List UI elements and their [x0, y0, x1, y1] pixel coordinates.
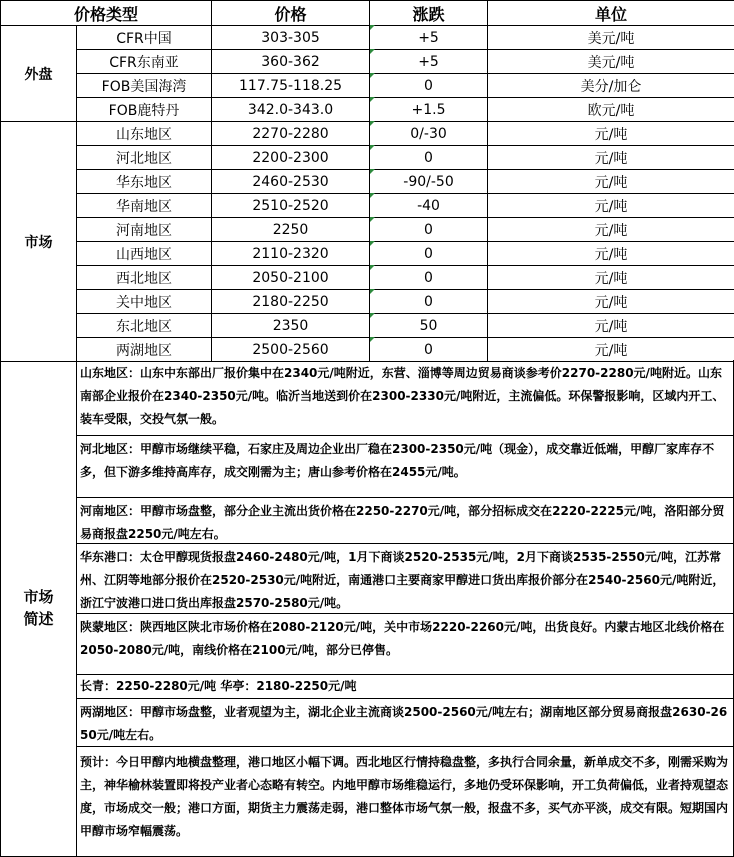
row-unit: 元/吨 — [488, 314, 734, 338]
cell-marker-icon — [370, 169, 375, 174]
cell-marker-icon — [370, 217, 375, 222]
row-unit: 美元/吨 — [488, 50, 734, 74]
row-change: -40 — [370, 194, 488, 218]
row-name: 河南地区 — [77, 218, 212, 242]
cell-marker-icon — [370, 97, 375, 102]
row-change: -90/-50 — [370, 170, 488, 194]
row-change: 0/-30 — [370, 122, 488, 146]
row-price: 2110-2320 — [212, 242, 370, 266]
row-change: +5 — [370, 50, 488, 74]
note-changqing: 长青：2250-2280元/吨 华亭：2180-2250元/吨 — [76, 675, 734, 699]
row-change: 0 — [370, 74, 488, 98]
cell-marker-icon — [370, 49, 375, 54]
note-huadong: 华东港口：太仓甲醇现货报盘2460-2480元/吨，1月下商谈2520-2535元/吨，2月下商谈2535-2550元/吨，江苏常州、江阴等地部分报价在2520-2530元/吨附近，南通港口主要商家甲醇进口货出库报价部分在2540-2560元/吨附近，浙江宁波港口进口货出库报盘2570-2580元/吨。 — [76, 544, 734, 614]
cell-marker-icon — [370, 73, 375, 78]
table-row — [1, 26, 734, 50]
table-row — [1, 242, 734, 266]
row-name: 华南地区 — [77, 194, 212, 218]
row-change: 50 — [370, 314, 488, 338]
row-change: 0 — [370, 266, 488, 290]
table-row — [1, 98, 734, 122]
row-name: CFR中国 — [77, 26, 212, 50]
note-shanmeng: 陕蒙地区：陕西地区陕北市场价格在2080-2120元/吨，关中市场2220-2260元/吨，出货良好。内蒙古地区北线价格在2050-2080元/吨，南线价格在2100元/吨，部分已停售。 — [76, 614, 734, 675]
row-name: FOB美国海湾 — [77, 74, 212, 98]
header-row — [1, 1, 734, 26]
row-change: 0 — [370, 338, 488, 362]
cell-marker-icon — [370, 313, 375, 318]
group-summary — [0, 360, 76, 857]
row-price: 303-305 — [212, 26, 370, 50]
row-unit: 元/吨 — [488, 290, 734, 314]
row-price: 2350 — [212, 314, 370, 338]
row-unit: 元/吨 — [488, 266, 734, 290]
table-row — [1, 266, 734, 290]
row-unit: 欧元/吨 — [488, 98, 734, 122]
row-name: 两湖地区 — [77, 338, 212, 362]
row-price: 2270-2280 — [212, 122, 370, 146]
table-row — [1, 314, 734, 338]
row-change: 0 — [370, 290, 488, 314]
row-name: CFR东南亚 — [77, 50, 212, 74]
header-change: 涨跌 — [370, 1, 488, 26]
row-name: 山东地区 — [77, 122, 212, 146]
row-price: 2460-2530 — [212, 170, 370, 194]
group-summary-label: 市场简述 — [23, 588, 54, 628]
group-foreign: 外盘 — [1, 26, 77, 122]
row-unit: 元/吨 — [488, 122, 734, 146]
row-change: 0 — [370, 242, 488, 266]
note-lianghu: 两湖地区：甲醇市场盘整，业者观望为主，湖北企业主流商谈2500-2560元/吨左右；湖南地区部分贸易商报盘2630-2650元/吨左右。 — [76, 699, 734, 747]
note-hebei: 河北地区：甲醇市场继续平稳，石家庄及周边企业出厂稳在2300-2350元/吨（现金），成交靠近低端，甲醇厂家库存不多，但下游多维持高库存，成交刚需为主；唐山参考价格在2455元/吨。 — [76, 436, 734, 498]
header-unit: 单位 — [488, 1, 734, 26]
row-price: 2500-2560 — [212, 338, 370, 362]
row-unit: 美分/加仑 — [488, 74, 734, 98]
row-change: +5 — [370, 26, 488, 50]
cell-marker-icon — [370, 265, 375, 270]
row-unit: 元/吨 — [488, 218, 734, 242]
row-name: 东北地区 — [77, 314, 212, 338]
row-change: 0 — [370, 146, 488, 170]
table-row — [1, 50, 734, 74]
cell-marker-icon — [370, 193, 375, 198]
header-type: 价格类型 — [1, 1, 212, 26]
row-price: 2200-2300 — [212, 146, 370, 170]
row-name: FOB鹿特丹 — [77, 98, 212, 122]
table-row — [1, 170, 734, 194]
note-shandong: 山东地区：山东中东部出厂报价集中在2340元/吨附近，东营、淄博等周边贸易商谈参考价2270-2280元/吨附近。山东南部企业报价在2340-2350元/吨。临沂当地送到价在2300-2330元/吨附近，主流偏低。环保警报影响，区域内开工、装车受限，交投气氛一般。 — [76, 360, 734, 436]
cell-marker-icon — [370, 337, 375, 342]
row-price: 342.0-343.0 — [212, 98, 370, 122]
row-unit: 元/吨 — [488, 242, 734, 266]
row-name: 山西地区 — [77, 242, 212, 266]
row-change: +1.5 — [370, 98, 488, 122]
table-row — [1, 74, 734, 98]
row-unit: 元/吨 — [488, 146, 734, 170]
row-unit: 元/吨 — [488, 338, 734, 362]
row-price: 2510-2520 — [212, 194, 370, 218]
row-name: 华东地区 — [77, 170, 212, 194]
table-row — [1, 218, 734, 242]
table-row — [1, 146, 734, 170]
table-row — [1, 122, 734, 146]
group-market: 市场 — [1, 122, 77, 362]
header-price: 价格 — [212, 1, 370, 26]
row-price: 360-362 — [212, 50, 370, 74]
note-henan: 河南地区：甲醇市场盘整，部分企业主流出货价格在2250-2270元/吨，部分招标成交在2220-2225元/吨，洛阳部分贸易商报盘2250元/吨左右。 — [76, 498, 734, 544]
row-change: 0 — [370, 218, 488, 242]
row-unit: 元/吨 — [488, 170, 734, 194]
row-unit: 元/吨 — [488, 194, 734, 218]
cell-marker-icon — [370, 289, 375, 294]
cell-marker-icon — [370, 241, 375, 246]
table-row — [1, 194, 734, 218]
table-row — [1, 290, 734, 314]
table-row — [1, 338, 734, 362]
price-table — [0, 0, 734, 362]
row-price: 2050-2100 — [212, 266, 370, 290]
cell-marker-icon — [370, 145, 375, 150]
cell-marker-icon — [370, 25, 375, 30]
row-price: 117.75-118.25 — [212, 74, 370, 98]
row-price: 2250 — [212, 218, 370, 242]
row-unit: 美元/吨 — [488, 26, 734, 50]
row-name: 西北地区 — [77, 266, 212, 290]
cell-marker-icon — [370, 121, 375, 126]
row-name: 关中地区 — [77, 290, 212, 314]
row-price: 2180-2250 — [212, 290, 370, 314]
row-name: 河北地区 — [77, 146, 212, 170]
note-forecast: 预计：今日甲醇内地横盘整理，港口地区小幅下调。西北地区行情持稳盘整，多执行合同余量，新单成交不多，刚需采购为主，神华榆林装置即将投产业者心态略有转空。内地甲醇市场维稳运行，多地仍受环保影响，开工负荷偏低，业者持观望态度，市场成交一般；港口方面，期货主力震荡走弱，港口整体市场气氛一般，报盘不多，买气亦平淡，成交有限。短期国内甲醇市场窄幅震荡。 — [76, 747, 734, 857]
